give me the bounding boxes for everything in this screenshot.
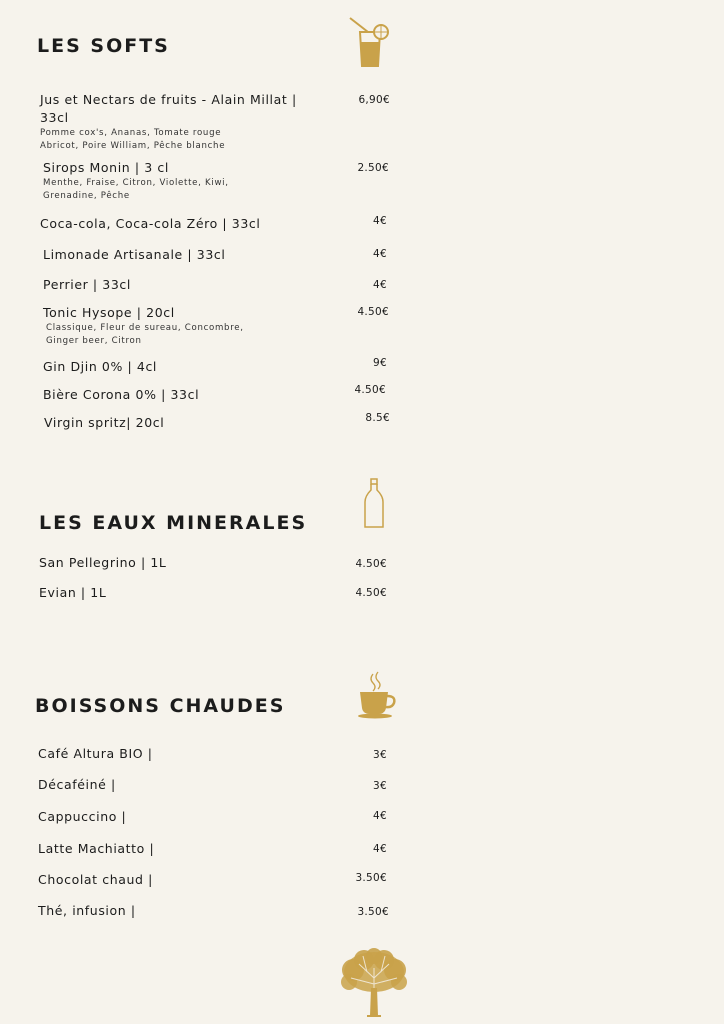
item-name: Café Altura BIO | xyxy=(38,746,153,761)
item-name: Virgin spritz| 20cl xyxy=(44,415,165,430)
item-price: 9€ xyxy=(373,357,387,369)
item-name: Décaféiné | xyxy=(38,777,116,792)
item-price: 4€ xyxy=(373,810,387,822)
item-name: Limonade Artisanale | 33cl xyxy=(43,247,226,262)
item-description: Pomme cox's, Ananas, Tomate rouge Abricot, Poire William, Pêche blanche xyxy=(40,128,226,151)
item-price: 8.5€ xyxy=(365,412,390,424)
item-price: 4€ xyxy=(373,215,387,227)
item-name: Cappuccino | xyxy=(38,809,127,824)
item-price: 4.50€ xyxy=(354,384,386,396)
item-price: 3€ xyxy=(373,780,387,792)
section-title-eaux: LES EAUX MINERALES xyxy=(39,512,308,534)
menu-item-limonade xyxy=(43,246,333,264)
item-price: 2.50€ xyxy=(357,162,389,174)
item-name: Jus et Nectars de fruits - Alain Millat | 33cl xyxy=(40,92,297,125)
item-name: San Pellegrino | 1L xyxy=(39,555,167,570)
item-price: 3€ xyxy=(373,749,387,761)
menu-item-tonic xyxy=(43,304,333,348)
item-price: 3.50€ xyxy=(357,906,389,918)
menu-item-cappuccino xyxy=(38,808,328,826)
menu-item-evian xyxy=(39,584,329,602)
section-title-softs: LES SOFTS xyxy=(37,35,170,57)
menu-item-spritz xyxy=(44,414,334,432)
item-description: Classique, Fleur de sureau, Concombre, Ginger beer, Citron xyxy=(46,323,244,346)
menu-item-sirops xyxy=(43,159,313,203)
menu-item-the xyxy=(38,902,328,920)
menu-item-perrier xyxy=(43,276,333,294)
menu-item-chocolat xyxy=(38,871,328,889)
item-name: Perrier | 33cl xyxy=(43,277,131,292)
menu-item-cafe xyxy=(38,745,328,763)
item-price: 4€ xyxy=(373,248,387,260)
section-title-chaudes: BOISSONS CHAUDES xyxy=(35,695,286,717)
item-name: Chocolat chaud | xyxy=(38,872,153,887)
item-price: 6,90€ xyxy=(358,94,390,106)
item-price: 4€ xyxy=(373,843,387,855)
item-name: Bière Corona 0% | 33cl xyxy=(43,387,200,402)
item-name: Evian | 1L xyxy=(39,585,107,600)
item-price: 4.50€ xyxy=(355,558,387,570)
menu-item-corona xyxy=(43,386,333,404)
menu-item-decafeine xyxy=(38,776,328,794)
water-bottle-icon xyxy=(362,478,386,530)
item-name: Latte Machiatto | xyxy=(38,841,155,856)
coffee-cup-icon xyxy=(356,670,400,720)
item-name: Sirops Monin | 3 cl xyxy=(43,160,169,175)
menu-item-coca xyxy=(40,215,330,233)
menu-item-gin xyxy=(43,358,333,376)
item-name: Gin Djin 0% | 4cl xyxy=(43,359,158,374)
menu-item-san-pellegrino xyxy=(39,554,329,572)
item-price: 4€ xyxy=(373,279,387,291)
item-name: Coca-cola, Coca-cola Zéro | 33cl xyxy=(40,216,261,231)
juice-glass-icon xyxy=(346,16,392,70)
item-description: Menthe, Fraise, Citron, Violette, Kiwi, Grenadine, Pêche xyxy=(43,178,229,201)
item-price: 4.50€ xyxy=(357,306,389,318)
item-price: 3.50€ xyxy=(355,872,387,884)
item-name: Tonic Hysope | 20cl xyxy=(43,305,175,320)
tree-logo-icon xyxy=(337,948,411,1020)
item-name: Thé, infusion | xyxy=(38,903,136,918)
item-price: 4.50€ xyxy=(355,587,387,599)
menu-item-jus xyxy=(40,91,310,153)
menu-item-latte xyxy=(38,840,328,858)
